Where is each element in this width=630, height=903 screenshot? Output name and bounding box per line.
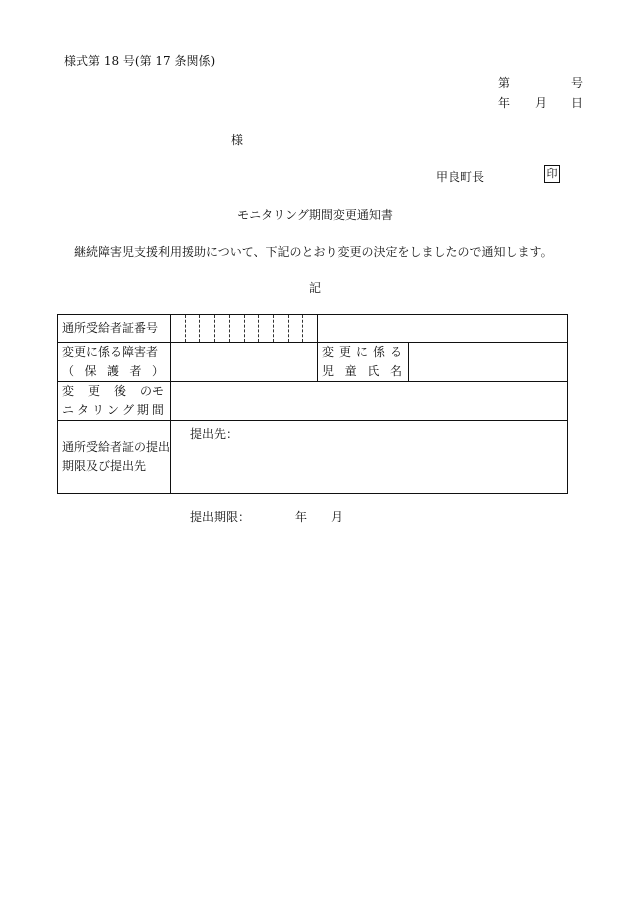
digit-box[interactable] — [245, 315, 260, 342]
addressee-suffix: 様 — [231, 133, 244, 147]
period-label-char: リ — [91, 403, 104, 417]
submit-to-label: 提出先： — [190, 427, 239, 441]
digit-box[interactable] — [215, 315, 230, 342]
digit-box[interactable] — [303, 315, 317, 342]
date-day: 日 — [571, 96, 584, 110]
period-label-char: グ — [121, 403, 134, 417]
document-title: モニタリング期間変更通知書 — [237, 208, 393, 222]
guardian-label — [58, 343, 171, 382]
submission-field[interactable] — [171, 421, 568, 524]
child-label-char: 係 — [372, 345, 385, 359]
digit-box[interactable] — [259, 315, 274, 342]
document-number-suffix: 号 — [571, 76, 584, 90]
digit-box[interactable] — [289, 315, 304, 342]
deadline-row — [190, 508, 343, 525]
child-name-label-line1 — [322, 343, 408, 362]
form-table — [57, 314, 568, 524]
guardian-char: 保 — [84, 364, 97, 378]
guardian-label-line1: 変更に係る障害者 — [62, 345, 159, 359]
period-label-char: 更 — [87, 384, 100, 398]
guardian-char: 護 — [106, 364, 119, 378]
monitoring-period-label-line2 — [62, 401, 170, 420]
child-label-char: 児 — [322, 364, 335, 378]
digit-box[interactable] — [200, 315, 215, 342]
ki-heading: 記 — [308, 281, 321, 295]
guardian-char: ） — [151, 364, 164, 378]
recipient-number-blank[interactable] — [318, 315, 568, 343]
child-label-char: に — [355, 345, 368, 359]
period-label-char: タ — [76, 403, 89, 417]
table-row — [58, 382, 568, 421]
period-label-char: ン — [106, 403, 119, 417]
recipient-number-label — [58, 315, 171, 343]
child-name-field[interactable] — [409, 343, 568, 382]
date-month: 月 — [535, 96, 548, 110]
date-year: 年 — [498, 96, 511, 110]
period-label-char: のモ — [139, 384, 164, 398]
period-label-char: 期 — [136, 403, 149, 417]
table-row — [58, 315, 568, 343]
submission-label-line2: 期限及び提出先 — [62, 459, 147, 473]
period-label-char: ニ — [62, 403, 75, 417]
form-number-label: 様式第 18 号(第 17 条関係) — [64, 54, 216, 68]
submission-label — [58, 421, 171, 494]
monitoring-period-field[interactable] — [171, 382, 568, 421]
deadline-month: 月 — [331, 510, 344, 524]
deadline-year: 年 — [295, 510, 308, 524]
guardian-char: （ — [62, 364, 75, 378]
child-label-char: る — [389, 345, 402, 359]
recipient-number-digits[interactable] — [171, 315, 318, 343]
child-name-label-line2 — [322, 362, 408, 381]
sender-title: 甲良町長 — [436, 170, 485, 184]
child-label-char: 童 — [344, 364, 357, 378]
child-label-char: 変 — [322, 345, 335, 359]
monitoring-period-label-line1 — [62, 382, 170, 401]
digit-box[interactable] — [230, 315, 245, 342]
period-label-char: 後 — [113, 384, 126, 398]
child-label-char: 更 — [338, 345, 351, 359]
period-label-char: 間 — [151, 403, 164, 417]
child-label-char: 名 — [389, 364, 402, 378]
deadline-label: 提出期限： — [190, 510, 251, 524]
period-label-char: 変 — [62, 384, 75, 398]
document-number-prefix: 第 — [498, 76, 511, 90]
child-name-label — [318, 343, 409, 382]
submission-label-line1: 通所受給者証の提出 — [62, 440, 171, 454]
digit-box[interactable] — [274, 315, 289, 342]
guardian-char: 者 — [129, 364, 142, 378]
digit-box[interactable] — [186, 315, 201, 342]
monitoring-period-label — [58, 382, 171, 421]
table-row — [58, 343, 568, 382]
guardian-name-field[interactable] — [171, 343, 318, 382]
recipient-number-label-text: 通所受給者証番号 — [62, 321, 159, 335]
body-text: 継続障害児支援利用援助について、下記のとおり変更の決定をしましたので通知します。 — [74, 245, 553, 259]
seal-box: 印 — [544, 165, 560, 183]
table-row — [58, 421, 568, 494]
guardian-label-line2 — [62, 362, 170, 381]
digit-box[interactable] — [171, 315, 186, 342]
child-label-char: 氏 — [367, 364, 380, 378]
